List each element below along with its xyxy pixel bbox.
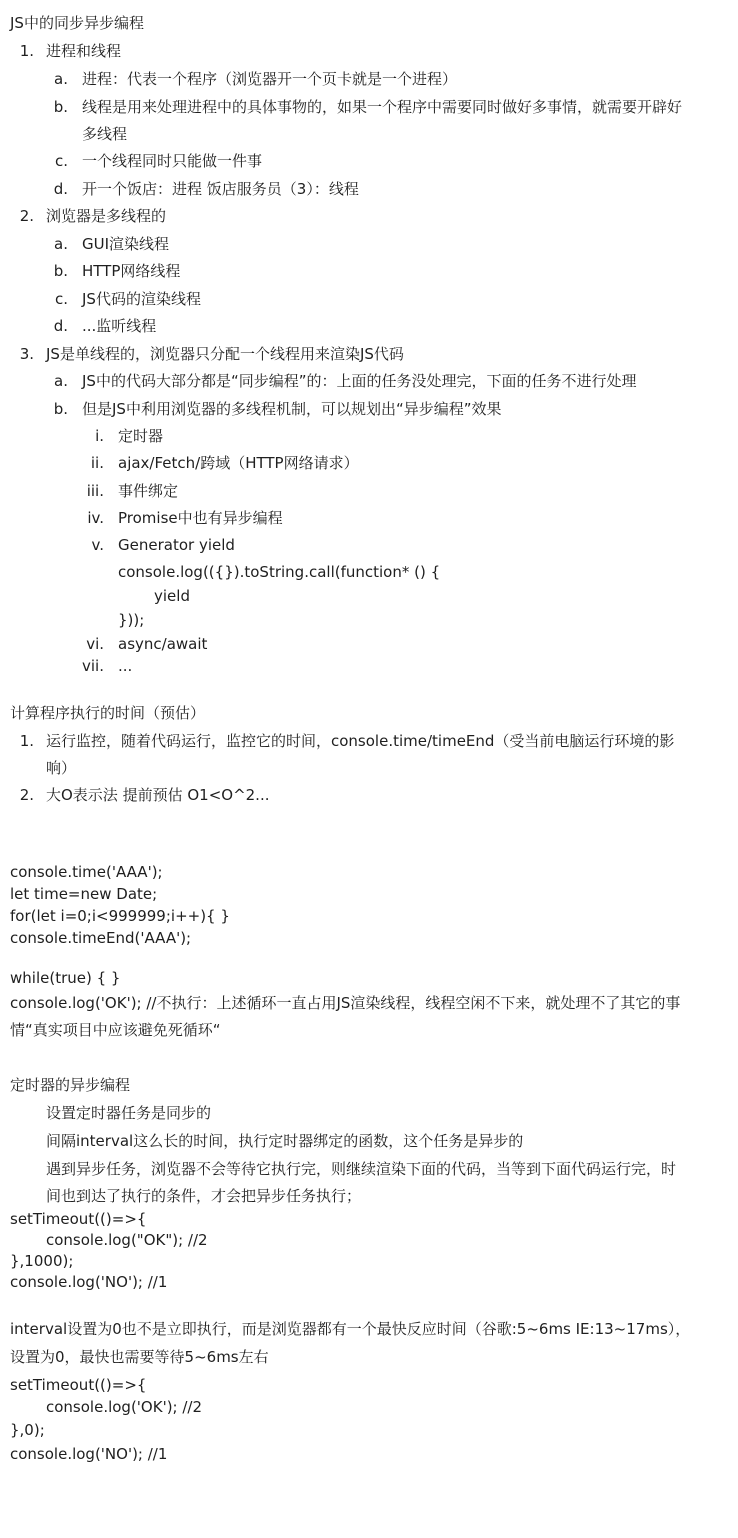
list-item: 一个线程同时只能做一件事 [82, 152, 263, 170]
code-line: console.time('AAA'); [10, 863, 163, 881]
list-item: HTTP网络线程 [82, 262, 181, 280]
list-item: Promise中也有异步编程 [118, 509, 283, 527]
code-line: let time=new Date; [10, 885, 158, 903]
code-line: console.log(({}).toString.call(function* () { [118, 563, 441, 581]
code-line: console.log('OK'); //2 [46, 1398, 203, 1416]
list-item: ...监听线程 [82, 317, 157, 335]
code-line: console.log('NO'); //1 [10, 1273, 168, 1291]
list-letter: b. [53, 400, 68, 418]
code-line: yield [154, 587, 190, 605]
list-item: 线程是用来处理进程中的具体事物的，如果一个程序中需要同时做好多事情，就需要开辟好 [82, 98, 683, 116]
code-line: console.log('NO'); //1 [10, 1445, 168, 1463]
list-letter: b. [53, 262, 68, 280]
paragraph: interval设置为0也不是立即执行，而是浏览器都有一个最快反应时间（谷歌:5~6ms IE:13~17ms）， [10, 1320, 691, 1338]
list-item: JS是单线程的，浏览器只分配一个线程用来渲染JS代码 [46, 345, 404, 363]
list-letter: a. [54, 372, 68, 390]
code-line: for(let i=0;i<999999;i++){ } [10, 907, 230, 925]
paragraph-continuation: 情“真实项目中应该避免死循环“ [10, 1021, 221, 1039]
list-letter: a. [54, 70, 68, 88]
list-item: 大O表示法 提前预估 O1<O^2... [46, 786, 270, 804]
list-item: 但是JS中利用浏览器的多线程机制，可以规划出“异步编程”效果 [82, 400, 502, 418]
list-letter: c. [54, 290, 68, 308]
code-line: console.log("OK"); //2 [46, 1231, 208, 1249]
code-line: setTimeout(()=>{ [10, 1376, 147, 1394]
list-number: 2. [19, 786, 34, 804]
paragraph-continuation: 设置为0，最快也需要等待5~6ms左右 [10, 1348, 269, 1366]
code-line: console.log('OK'); //不执行：上述循环一直占用JS渲染线程，线程空闲不下来，就处理不了其它的事 [10, 994, 681, 1012]
list-item: 定时器 [118, 427, 164, 445]
code-line: },0); [10, 1421, 45, 1439]
list-roman: iii. [86, 482, 104, 500]
list-item: Generator yield [118, 536, 235, 554]
list-roman: v. [91, 536, 104, 554]
list-item: JS代码的渲染线程 [82, 290, 201, 308]
heading-timing: 计算程序执行的时间（预估） [10, 704, 206, 722]
list-item: async/await [118, 635, 208, 653]
list-roman: iv. [87, 509, 104, 527]
list-number: 1. [19, 732, 34, 750]
list-letter: d. [53, 180, 68, 198]
list-item-continuation: 多线程 [82, 125, 128, 143]
list-item: 开一个饭店：进程 饭店服务员（3）：线程 [82, 180, 359, 198]
list-item: 运行监控，随着代码运行，监控它的时间，console.time/timeEnd（受当前电脑运行环境的影 [46, 732, 675, 750]
list-item: 浏览器是多线程的 [46, 207, 167, 225]
list-roman: vii. [82, 657, 104, 675]
list-item-continuation: 响） [46, 759, 77, 777]
list-letter: a. [54, 235, 68, 253]
code-line: setTimeout(()=>{ [10, 1210, 147, 1228]
list-roman: vi. [86, 635, 104, 653]
list-item: 进程：代表一个程序（浏览器开一个页卡就是一个进程） [82, 70, 458, 88]
list-roman: i. [95, 427, 104, 445]
paragraph: 设置定时器任务是同步的 [46, 1104, 212, 1122]
list-item: ... [118, 657, 133, 675]
paragraph: 遇到异步任务，浏览器不会等待它执行完，则继续渲染下面的代码，当等到下面代码运行完，时 [46, 1160, 677, 1178]
list-item: JS中的代码大部分都是“同步编程”的：上面的任务没处理完，下面的任务不进行处理 [82, 372, 637, 390]
heading-timer-async: 定时器的异步编程 [10, 1076, 131, 1094]
list-item: 事件绑定 [118, 482, 179, 500]
paragraph: 间隔interval这么长的时间，执行定时器绑定的函数，这个任务是异步的 [46, 1132, 524, 1150]
list-letter: d. [53, 317, 68, 335]
list-item: 进程和线程 [46, 42, 122, 60]
code-line: },1000); [10, 1252, 74, 1270]
code-line: while(true) { } [10, 969, 121, 987]
list-roman: ii. [90, 454, 104, 472]
paragraph-continuation: 间也到达了执行的条件，才会把异步任务执行； [46, 1187, 362, 1205]
code-line: console.timeEnd('AAA'); [10, 929, 192, 947]
list-item: GUI渲染线程 [82, 235, 170, 253]
list-number: 1. [19, 42, 34, 60]
heading-sync-async: JS中的同步异步编程 [10, 14, 144, 32]
list-letter: c. [54, 152, 68, 170]
list-item: ajax/Fetch/跨域（HTTP网络请求） [118, 454, 359, 472]
list-letter: b. [53, 98, 68, 116]
code-line: })); [118, 611, 145, 629]
list-number: 3. [19, 345, 34, 363]
list-number: 2. [19, 207, 34, 225]
